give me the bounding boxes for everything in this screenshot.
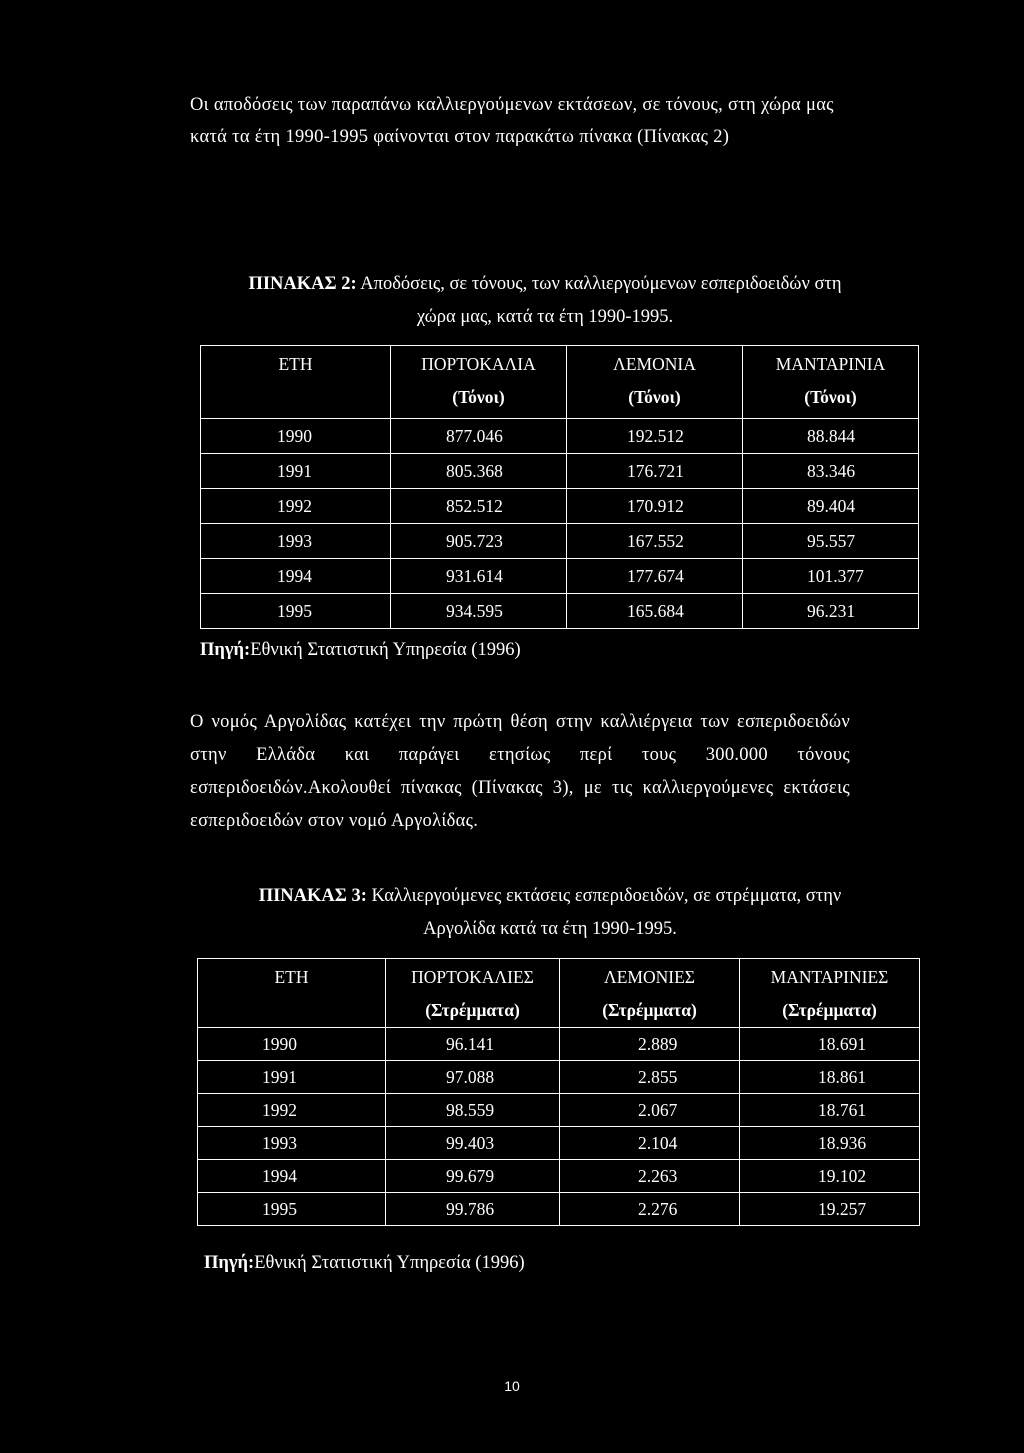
table-cell: 1995: [198, 1193, 386, 1226]
table3-header-label: ΜΑΝΤΑΡΙΝΙΕΣ: [770, 967, 889, 987]
source-text: Εθνική Στατιστική Υπηρεσία (1996): [250, 640, 521, 660]
table-cell: 176.721: [567, 454, 743, 489]
table-cell: 96.231: [743, 594, 919, 629]
table-row: [198, 1094, 920, 1127]
table2-header-unit: (Τόνοι): [628, 387, 681, 407]
table-row: [198, 1127, 920, 1160]
table-cell: 165.684: [567, 594, 743, 629]
table2-header-lemons: [567, 346, 743, 419]
table-cell: 877.046: [391, 419, 567, 454]
table3-caption: [230, 880, 870, 946]
table-cell: 1990: [198, 1028, 386, 1061]
source-label: Πηγή:: [204, 1253, 255, 1273]
table-row: [201, 594, 919, 629]
table-cell: 1991: [198, 1061, 386, 1094]
table3-header-label: ΠΟΡΤΟΚΑΛΙΕΣ: [411, 967, 534, 987]
table-cell: 1995: [201, 594, 391, 629]
table2-header-label: ΕΤΗ: [278, 354, 313, 374]
body-paragraph: Ο νομός Αργολίδας κατέχει την πρώτη θέση στην καλλιέργεια των εσπεριδοειδών στην Ελλάδα και παράγει ετησίως περί τους 300.000 τόνους εσπεριδοειδών.Ακολουθεί πίνακας (Πίνακας 3), με τις καλλιεργούμενες εκτάσεις εσπεριδοειδών στον νομό Αργολίδας.: [190, 712, 850, 831]
table2-header-label: ΜΑΝΤΑΡΙΝΙΑ: [775, 354, 886, 374]
table-cell: 83.346: [743, 454, 919, 489]
table-row: [201, 419, 919, 454]
table2: [200, 345, 919, 629]
table-cell: 98.559: [386, 1094, 560, 1127]
table-cell: 170.912: [567, 489, 743, 524]
table-cell: 19.257: [740, 1193, 920, 1226]
table2-header-oranges: [391, 346, 567, 419]
table3-header-lemons: [560, 959, 740, 1028]
table2-caption-text: Αποδόσεις, σε τόνους, των καλλιεργούμενων εσπεριδοειδών στη χώρα μας, κατά τα έτη 1990-1995.: [356, 274, 842, 327]
table2-header-label: ΠΟΡΤΟΚΑΛΙΑ: [421, 354, 536, 374]
table-cell: 2.889: [560, 1028, 740, 1061]
table3-header-oranges: [386, 959, 560, 1028]
table3-header-mandarins: [740, 959, 920, 1028]
table2-header-years: [201, 346, 391, 419]
table-cell: 192.512: [567, 419, 743, 454]
table-cell: 101.377: [743, 559, 919, 594]
table3-header-row: [198, 959, 920, 1028]
table-row: [198, 1061, 920, 1094]
table2-header-row: [201, 346, 919, 419]
table3-header-years: [198, 959, 386, 1028]
source-label: Πηγή:: [200, 640, 251, 660]
table2-header-label: ΛΕΜΟΝΙΑ: [613, 354, 696, 374]
table-cell: 1992: [198, 1094, 386, 1127]
table-cell: 99.786: [386, 1193, 560, 1226]
table2-header-mandarins: [743, 346, 919, 419]
table-cell: 19.102: [740, 1160, 920, 1193]
table-cell: 2.067: [560, 1094, 740, 1127]
page-number: 10: [504, 1378, 520, 1394]
table-cell: 2.104: [560, 1127, 740, 1160]
table-cell: 934.595: [391, 594, 567, 629]
table3-header-unit: (Στρέμματα): [782, 1000, 877, 1020]
table-row: [201, 489, 919, 524]
table3-header-label: ΕΤΗ: [274, 967, 309, 987]
table3-header-label: ΛΕΜΟΝΙΕΣ: [604, 967, 695, 987]
table2-header-unit: (Τόνοι): [804, 387, 857, 407]
table-cell: 805.368: [391, 454, 567, 489]
table-cell: 1993: [198, 1127, 386, 1160]
table-row: [201, 524, 919, 559]
table-cell: 1993: [201, 524, 391, 559]
table3: [197, 958, 920, 1226]
table-cell: 1991: [201, 454, 391, 489]
table3-source: [204, 1253, 525, 1274]
table-cell: 905.723: [391, 524, 567, 559]
table-cell: 852.512: [391, 489, 567, 524]
table-cell: 1994: [201, 559, 391, 594]
table-cell: 99.679: [386, 1160, 560, 1193]
table2-source: [200, 640, 521, 661]
table-row: [198, 1193, 920, 1226]
table-cell: 97.088: [386, 1061, 560, 1094]
table-cell: 18.761: [740, 1094, 920, 1127]
table3-header-unit: (Στρέμματα): [602, 1000, 697, 1020]
table2-header-unit: (Τόνοι): [452, 387, 505, 407]
intro-paragraph: Οι αποδόσεις των παραπάνω καλλιεργούμενων εκτάσεων, σε τόνους, στη χώρα μας κατά τα έτη 1990-1995 φαίνονται στον παρακάτω πίνακα (Πίνακας 2): [190, 95, 834, 147]
source-text: Εθνική Στατιστική Υπηρεσία (1996): [254, 1253, 525, 1273]
table-cell: 167.552: [567, 524, 743, 559]
table-cell: 1994: [198, 1160, 386, 1193]
table2-caption: [245, 268, 845, 334]
table-cell: 95.557: [743, 524, 919, 559]
table-row: [201, 454, 919, 489]
table-cell: 2.263: [560, 1160, 740, 1193]
table2-caption-label: ΠΙΝΑΚΑΣ 2:: [248, 274, 357, 294]
table3-header-unit: (Στρέμματα): [425, 1000, 520, 1020]
table-cell: 18.861: [740, 1061, 920, 1094]
table-row: [201, 559, 919, 594]
table-cell: 18.691: [740, 1028, 920, 1061]
table-cell: 177.674: [567, 559, 743, 594]
table-cell: 1990: [201, 419, 391, 454]
table-row: [198, 1160, 920, 1193]
table-cell: 18.936: [740, 1127, 920, 1160]
table-cell: 931.614: [391, 559, 567, 594]
table3-caption-label: ΠΙΝΑΚΑΣ 3:: [258, 886, 367, 906]
table-cell: 1992: [201, 489, 391, 524]
table3-caption-text: Καλλιεργούμενες εκτάσεις εσπεριδοειδών, σε στρέμματα, στην Αργολίδα κατά τα έτη 1990-1995.: [366, 886, 842, 939]
table-cell: 2.855: [560, 1061, 740, 1094]
table-cell: 88.844: [743, 419, 919, 454]
table-cell: 89.404: [743, 489, 919, 524]
table-row: [198, 1028, 920, 1061]
table-cell: 99.403: [386, 1127, 560, 1160]
table-cell: 2.276: [560, 1193, 740, 1226]
table-cell: 96.141: [386, 1028, 560, 1061]
